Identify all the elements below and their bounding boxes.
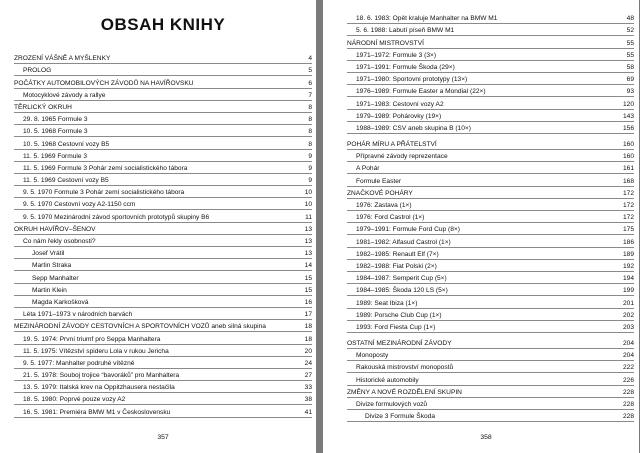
toc-entry-page: 226	[622, 376, 634, 384]
toc-entry	[347, 199, 634, 211]
toc-entry-page: 58	[626, 63, 634, 71]
toc-entry-page: 7	[308, 91, 312, 99]
toc-entry	[347, 12, 634, 24]
toc-entry-title: 1979–1989: Pohárovky (19×)	[356, 112, 442, 120]
toc-entry-page: 13	[304, 238, 312, 245]
toc-entry	[14, 64, 312, 76]
toc-entry-title: 1976–1989: Formule Easter a Mondial (22×)	[356, 88, 486, 96]
toc-entry-title: 10. 5. 1968 Formule 3	[23, 128, 88, 136]
toc-entry-page: 24	[304, 359, 312, 367]
toc-entry-title: 18. 5. 1980: Poprvé pouze vozy A2	[23, 396, 126, 404]
toc-entry-page: 55	[626, 39, 634, 47]
toc-entry	[347, 309, 634, 321]
toc-entry	[14, 198, 312, 210]
toc-entry-title: 1976: Zastava (1×)	[356, 202, 412, 209]
toc-entry	[347, 85, 634, 97]
toc-entry-title: POHÁR MÍRU A PŘÁTELSTVÍ	[347, 141, 437, 149]
toc-entry	[347, 97, 634, 109]
toc-entry-page: 192	[622, 262, 634, 270]
toc-entry-page: 69	[626, 76, 634, 84]
toc-entry	[14, 381, 312, 393]
toc-entry-page: 204	[622, 352, 634, 360]
toc-entry-page: 9	[308, 177, 312, 185]
toc-entry-title: 1989: Porsche Club Cup (1×)	[356, 311, 442, 319]
toc-entry	[14, 125, 312, 137]
toc-entry-title: 1976: Ford Castrol (1×)	[356, 214, 425, 222]
toc-entry-page: 204	[622, 340, 634, 348]
toc-entry	[347, 410, 634, 422]
toc-entry-page: 13	[304, 250, 312, 258]
right-page	[323, 0, 639, 453]
toc-entry	[14, 405, 312, 417]
toc-entry-title: 16. 5. 1981: Premiéra BMW M1 v Československu	[23, 408, 171, 416]
toc-entry	[347, 235, 634, 247]
toc-entry-page: 8	[308, 116, 312, 124]
toc-entry	[347, 138, 634, 150]
toc-entry	[347, 398, 634, 410]
toc-entry-page: 18	[304, 335, 312, 343]
toc-entry-title: 1984–1987: Semperit Cup (5×)	[356, 275, 447, 283]
toc-entry-title: 19. 5. 1974: První triumf pro Seppa Manhaltera	[23, 335, 161, 343]
toc-entry	[347, 321, 634, 333]
toc-entry	[347, 260, 634, 272]
toc-entry-page: 8	[308, 128, 312, 136]
toc-entry-page: 194	[622, 275, 634, 283]
page-number: 358	[480, 434, 492, 441]
toc-entry	[347, 248, 634, 260]
toc-entry-page: 161	[622, 165, 634, 173]
toc-entry	[347, 373, 634, 385]
toc-entry-page: 222	[622, 364, 634, 372]
toc-entry-page: 14	[304, 262, 312, 270]
toc-entry-page: 5	[308, 67, 312, 75]
toc-entry-page: 38	[304, 396, 312, 404]
toc-entry	[14, 284, 312, 296]
toc-entry-title: 9. 5. 1977: Manhalter podruhé vítězně	[23, 359, 135, 367]
toc-entry-page: 15	[304, 286, 312, 294]
toc-entry-page: 172	[622, 189, 634, 197]
toc-entry-page: 15	[304, 274, 312, 282]
toc-entry	[14, 393, 312, 405]
toc-entry-title: 11. 5. 1969 Cestovní vozy B5	[23, 177, 109, 185]
toc-entry	[14, 223, 312, 235]
toc-entry	[347, 174, 634, 186]
toc-entry	[347, 73, 634, 85]
toc-entry-title: OSTATNÍ MEZINÁRODNÍ ZÁVODY	[347, 340, 452, 348]
toc-entry-title: 18. 6. 1983: Opět kraluje Manhalter na BMW M1	[356, 15, 498, 23]
toc-entry	[347, 187, 634, 199]
toc-entry-title: 1971–1991: Formule Škoda (29×)	[356, 63, 455, 71]
page-number: 357	[157, 434, 169, 441]
toc-entry-page: 199	[622, 287, 634, 295]
toc-entry-title: ZMĚNY A NOVÉ ROZDĚLENÍ SKUPIN	[347, 388, 462, 396]
toc-entry-page: 11	[305, 213, 312, 221]
toc-entry-title: Rakouská mistrovství monopostů	[356, 364, 454, 372]
toc-entry-title: 21. 5. 1978: Souboj trojice “bavoráků” pro Manhaltera	[23, 372, 180, 380]
toc-entry	[347, 61, 634, 73]
toc-entry-title: 9. 5. 1970 Cestovní vozy A2-1150 ccm	[23, 201, 136, 209]
toc-entry-title: Magda Karkošková	[32, 298, 89, 306]
page-title: OBSAH KNIHY	[100, 15, 226, 34]
toc-entry-title: Divize formulových vozů	[356, 401, 428, 408]
toc-entry-title: 11. 5. 1975: Vítězství spideru Lola v rukou Jericha	[23, 347, 169, 355]
toc-entry-page: 160	[622, 141, 634, 149]
toc-entry-page: 201	[622, 299, 634, 307]
toc-entry	[347, 110, 634, 122]
toc-entry-page: 18	[304, 323, 312, 331]
toc-entry-title: Formule Easter	[356, 177, 402, 185]
toc-entry	[14, 174, 312, 186]
toc-entry	[14, 271, 312, 283]
toc-entry-page: 17	[304, 311, 312, 319]
toc-entry-title: PROLOG	[23, 67, 52, 75]
toc-entry-page: 189	[622, 250, 634, 258]
toc-entry-page: 27	[304, 372, 312, 380]
toc-entry	[14, 296, 312, 308]
toc-entry-page: 120	[622, 100, 634, 108]
toc-entry	[347, 361, 634, 373]
toc-entry-page: 20	[304, 347, 312, 355]
toc-entry	[347, 296, 634, 308]
toc-entry	[347, 349, 634, 361]
toc-entry-page: 8	[308, 140, 312, 148]
toc-entry-title: 1982–1988: Fiat Polski (2×)	[356, 262, 437, 270]
toc-entry-title: 1989: Seat Ibiza (1×)	[356, 299, 418, 307]
toc-entry-title: POČÁTKY AUTOMOBILOVÝCH ZÁVODŮ NA HAVÍŘOVSKU	[14, 79, 194, 87]
toc-entry	[347, 337, 634, 349]
toc-entry-page: 4	[308, 55, 312, 63]
toc-entry-title: 11. 5. 1969 Formule 3 Pohár zemí socialistického tábora	[23, 164, 188, 172]
toc-entry-page: 156	[622, 124, 634, 132]
toc-entry-title: 1981–1982: Alfasud Castrol (1×)	[356, 238, 451, 246]
toc-entry-title: 13. 5. 1979: Italská krev na Oppitzhausera nestačila	[23, 384, 175, 392]
toc-entry-title: A Pohár	[356, 165, 380, 173]
toc-entry	[347, 223, 634, 235]
toc-entry-title: Divize 3 Formule Škoda	[365, 413, 435, 421]
toc-entry-page: 10	[304, 201, 312, 209]
toc-entry-page: 55	[626, 51, 634, 59]
toc-entry-page: 172	[622, 202, 634, 209]
toc-entry-title: 1982–1985: Renault Elf (7×)	[356, 250, 439, 258]
toc-entry-page: 175	[622, 226, 634, 234]
toc-entry-page: 48	[626, 15, 634, 23]
toc-entry	[14, 162, 312, 174]
toc-entry-title: Přípravné závody reprezentace	[356, 153, 448, 161]
toc-entry-page: 160	[622, 153, 634, 161]
toc-entry-title: Monoposty	[356, 352, 389, 360]
toc-entry-title: 29. 8. 1965 Formule 3	[23, 116, 88, 124]
toc-entry-title: 1993: Ford Fiesta Cup (1×)	[356, 323, 436, 331]
toc-entry	[14, 101, 312, 113]
toc-entry-title: 1971–1980: Sportovní prototypy (13×)	[356, 76, 468, 84]
toc-entry-title: Sepp Manhalter	[32, 274, 79, 282]
toc-entry	[347, 24, 634, 36]
toc-entry-title: Léta 1971–1973 v národních barvách	[23, 311, 133, 319]
toc-entry-page: 143	[622, 112, 634, 120]
toc-entry-title: 1971–1983: Cestovní vozy A2	[356, 100, 444, 108]
toc-entry	[14, 113, 312, 125]
toc-entry	[347, 36, 634, 48]
toc-entry-title: TĚRLICKÝ OKRUH	[14, 103, 72, 111]
toc-entry-title: ZROZENÍ VÁŠNĚ A MYŠLENKY	[14, 55, 111, 63]
toc-entry	[347, 272, 634, 284]
toc-entry-title: NÁRODNÍ MISTROVSTVÍ	[347, 39, 424, 47]
right-toc-list	[347, 12, 634, 422]
toc-entry	[347, 211, 634, 223]
toc-entry-title: Josef Vrátil	[32, 250, 65, 258]
toc-entry	[14, 320, 312, 332]
toc-entry	[347, 284, 634, 296]
toc-entry-page: 33	[304, 384, 312, 392]
toc-entry-title: Martin Straka	[32, 262, 72, 270]
toc-entry	[347, 162, 634, 174]
toc-entry-page: 16	[304, 298, 312, 306]
toc-entry-title: 1984–1985: Škoda 120 LS (5×)	[356, 287, 448, 295]
toc-entry-title: MEZINÁRODNÍ ZÁVODY CESTOVNÍCH A SPORTOVNÍCH VOZŮ aneb silná skupina	[14, 323, 266, 331]
toc-entry-page: 172	[622, 214, 634, 222]
toc-entry-page: 93	[626, 88, 634, 96]
toc-entry-page: 9	[308, 164, 312, 172]
toc-entry	[347, 49, 634, 61]
toc-entry-page: 168	[622, 177, 634, 185]
toc-entry-title: 1988–1989: CSV aneb skupina B (10×)	[356, 124, 471, 132]
toc-entry	[14, 345, 312, 357]
toc-entry-page: 52	[626, 27, 634, 35]
toc-entry	[14, 308, 312, 320]
toc-entry-page: 10	[304, 189, 312, 197]
toc-entry	[347, 150, 634, 162]
toc-entry-title: OKRUH HAVÍŘOV–ŠENOV	[14, 225, 96, 233]
toc-entry-page: 9	[308, 152, 312, 160]
toc-entry-page: 186	[622, 238, 634, 246]
toc-entry-title: 1971–1972: Formule 3 (3×)	[356, 51, 437, 59]
toc-entry	[14, 137, 312, 149]
toc-entry-title: 11. 5. 1969 Formule 3	[23, 152, 88, 160]
toc-entry-title: 9. 5. 1970 Mezinárodní závod sportovních prototypů skupiny B6	[23, 213, 210, 221]
toc-entry-page: 8	[308, 103, 312, 111]
toc-entry-page: 203	[622, 323, 634, 331]
toc-entry-title: 1979–1991: Formule Ford Cup (8×)	[356, 226, 460, 234]
toc-entry	[14, 259, 312, 271]
toc-entry	[14, 210, 312, 222]
toc-entry	[14, 186, 312, 198]
toc-entry-page: 228	[622, 388, 634, 396]
toc-entry	[14, 76, 312, 88]
toc-entry	[14, 369, 312, 381]
toc-entry-title: 9. 5. 1970 Formule 3 Pohár zemí socialistického tábora	[23, 189, 185, 197]
toc-entry	[14, 247, 312, 259]
toc-entry-page: 202	[622, 311, 634, 319]
toc-entry-title: Martin Klein	[32, 286, 67, 294]
toc-entry-page: 228	[622, 413, 634, 421]
toc-entry	[347, 386, 634, 398]
toc-entry	[14, 150, 312, 162]
toc-entry	[14, 89, 312, 101]
toc-entry-title: Co nám řekly osobnosti?	[23, 238, 96, 245]
toc-entry-title: Historické automobily	[356, 376, 419, 384]
toc-entry-title: ZNAČKOVÉ POHÁRY	[347, 189, 413, 197]
toc-entry	[14, 357, 312, 369]
toc-entry-page: 13	[304, 225, 312, 233]
toc-entry-title: 10. 5. 1968 Cestovní vozy B5	[23, 140, 110, 148]
toc-entry-page: 228	[622, 401, 634, 408]
toc-entry	[14, 52, 312, 64]
toc-entry-page: 6	[308, 79, 312, 87]
toc-entry-title: Motocyklové závody a rallye	[23, 91, 106, 99]
left-toc-list	[14, 52, 312, 418]
toc-entry	[14, 332, 312, 344]
left-page	[0, 0, 316, 453]
toc-entry-page: 41	[304, 408, 312, 416]
toc-entry-title: 5. 6. 1988: Labutí píseň BMW M1	[356, 27, 455, 35]
toc-entry	[347, 122, 634, 134]
toc-entry	[14, 235, 312, 247]
